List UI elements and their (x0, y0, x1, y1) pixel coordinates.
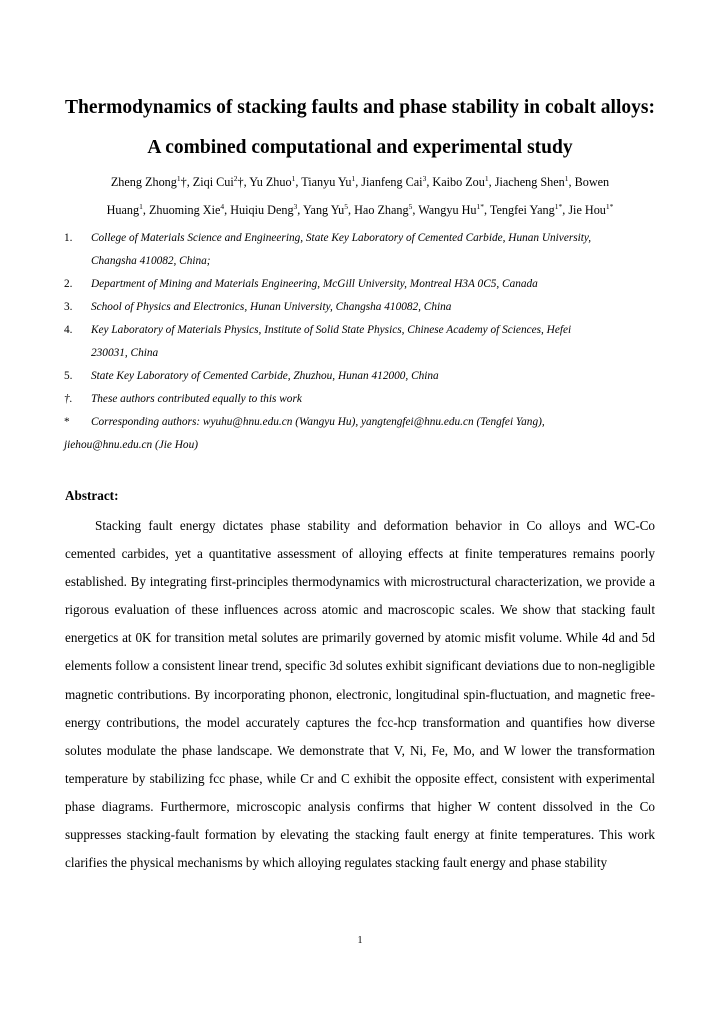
author-separator: , (484, 203, 490, 217)
author-name: Kaibo Zou (432, 175, 485, 189)
affiliation-item (64, 273, 664, 296)
author-separator: , (142, 203, 149, 217)
affiliation-text: Changsha 410082, China; (91, 255, 211, 267)
abstract-heading: Abstract: (65, 488, 119, 503)
author-separator: , (224, 203, 231, 217)
affiliation-item (64, 388, 664, 411)
page-number: 1 (357, 935, 363, 946)
affiliation-text: College of Materials Science and Engineering, State Key Laboratory of Cemented Carbide, Hunan University, (91, 232, 592, 244)
author-separator: , (295, 175, 302, 189)
corresponding-mark: * (64, 416, 70, 428)
author-separator: , Bowen (568, 175, 610, 189)
author-name: Zhuoming Xie (148, 203, 221, 217)
author-separator: , (348, 203, 355, 217)
author-name: Wangyu Hu (418, 203, 477, 217)
author-name: Hao Zhang (354, 203, 409, 217)
author-affiliation-mark: 1* (554, 201, 563, 211)
author-name: Jie Hou (568, 203, 606, 217)
author-name: Ziqi Cui (192, 175, 234, 189)
author-affiliation-mark: 1 (564, 173, 569, 183)
author-affiliation-mark: 1 (351, 173, 356, 183)
paper-title-line-1: Thermodynamics of stacking faults and phase stability in cobalt alloys: (65, 97, 655, 118)
author-affiliation-mark: 5 (344, 201, 349, 211)
author-name: Jianfeng Cai (361, 175, 423, 189)
author-separator: , (412, 203, 419, 217)
affiliation-number: †. (64, 393, 73, 405)
affiliation-text: 230031, China (91, 347, 159, 359)
affiliation-text: These authors contributed equally to this work (91, 393, 302, 405)
affiliation-list (64, 227, 664, 457)
author-separator: , (297, 203, 303, 217)
affiliation-number: 3. (64, 301, 73, 313)
author-affiliation-mark: 1* (605, 201, 614, 211)
affiliation-item (64, 296, 664, 319)
author-affiliation-mark: 1 (176, 173, 181, 183)
author-affiliation-mark: 5 (408, 201, 413, 211)
author-list-line-1 (64, 175, 656, 190)
affiliation-text: Department of Mining and Materials Engineering, McGill University, Montreal H3A 0C5, Canada (91, 278, 538, 290)
affiliation-number: 5. (64, 370, 73, 382)
author-separator: , (355, 175, 362, 189)
affiliation-number: 2. (64, 278, 73, 290)
author-name: Jiacheng Shen (494, 175, 565, 189)
affiliation-item (64, 227, 664, 273)
author-name: Zheng Zhong (110, 175, 177, 189)
author-separator: †, (237, 175, 250, 189)
affiliation-number: 4. (64, 324, 73, 336)
author-affiliation-mark: 2 (233, 173, 238, 183)
corresponding-text: Corresponding authors: wyuhu@hnu.edu.cn (Wangyu Hu), yangtengfei@hnu.edu.cn (Tengfei Yang), (91, 416, 545, 428)
author-affiliation-mark: 1 (291, 173, 296, 183)
corresponding-text: jiehou@hnu.edu.cn (Jie Hou) (64, 439, 198, 451)
corresponding-authors (64, 411, 664, 457)
author-name: Yu Zhuo (249, 175, 292, 189)
affiliation-text: Key Laboratory of Materials Physics, Institute of Solid State Physics, Chinese Academy of Sciences, Hefei (91, 324, 572, 336)
author-separator: , (562, 203, 569, 217)
author-affiliation-mark: 1 (484, 173, 489, 183)
author-name: Huang (106, 203, 140, 217)
author-separator: , (488, 175, 495, 189)
author-name: Tengfei Yang (489, 203, 555, 217)
author-separator: , (426, 175, 433, 189)
affiliation-text: School of Physics and Electronics, Hunan University, Changsha 410082, China (91, 301, 452, 313)
affiliation-text: State Key Laboratory of Cemented Carbide, Zhuzhou, Hunan 412000, China (91, 370, 439, 382)
author-affiliation-mark: 1 (139, 201, 143, 211)
author-list-line-2 (64, 203, 656, 218)
affiliation-number: 1. (64, 232, 73, 244)
author-name: Huiqiu Deng (230, 203, 294, 217)
paper-title-line-2: A combined computational and experimental study (147, 137, 573, 158)
author-separator: †, (180, 175, 193, 189)
abstract-body (65, 512, 655, 877)
author-affiliation-mark: 4 (220, 201, 225, 211)
author-name: Tianyu Yu (301, 175, 352, 189)
author-name: Yang Yu (302, 203, 345, 217)
author-affiliation-mark: 3 (422, 173, 427, 183)
abstract-paragraph: Stacking fault energy dictates phase stability and deformation behavior in Co alloys and WC-Co cemented carbides, yet a quantitative assessment of alloying effects at finite temperatures remains poorly established. By integrating first-principles thermodynamics with microstructural characterization, we provide a rigorous evaluation of these influences across atomic and macroscopic scales. We show that stacking fault energetics at 0K for transition metal solutes are primarily governed by atomic misfit volume. While 4d and 5d elements follow a consistent linear trend, specific 3d solutes exhibit significant deviations due to non-negligible magnetic contributions. By incorporating phonon, electronic, longitudinal spin-fluctuation, and magnetic free-energy contributions, the model accurately captures the fcc-hcp transformation and quantifies how diverse solutes modulate the phase landscape. We demonstrate that V, Ni, Fe, Mo, and W lower the transformation temperature by stabilizing fcc phase, while Cr and C exhibit the opposite effect, consistent with experimental phase diagrams. Furthermore, microscopic analysis confirms that higher W content dissolved in the Co suppresses stacking-fault formation by elevating the stacking fault energy at finite temperatures. This work clarifies the physical mechanisms by which alloying regulates stacking fault energy and phase stability (65, 518, 655, 871)
affiliation-item (64, 319, 664, 365)
author-affiliation-mark: 1* (476, 201, 485, 211)
affiliation-item (64, 365, 664, 388)
author-affiliation-mark: 3 (293, 201, 298, 211)
